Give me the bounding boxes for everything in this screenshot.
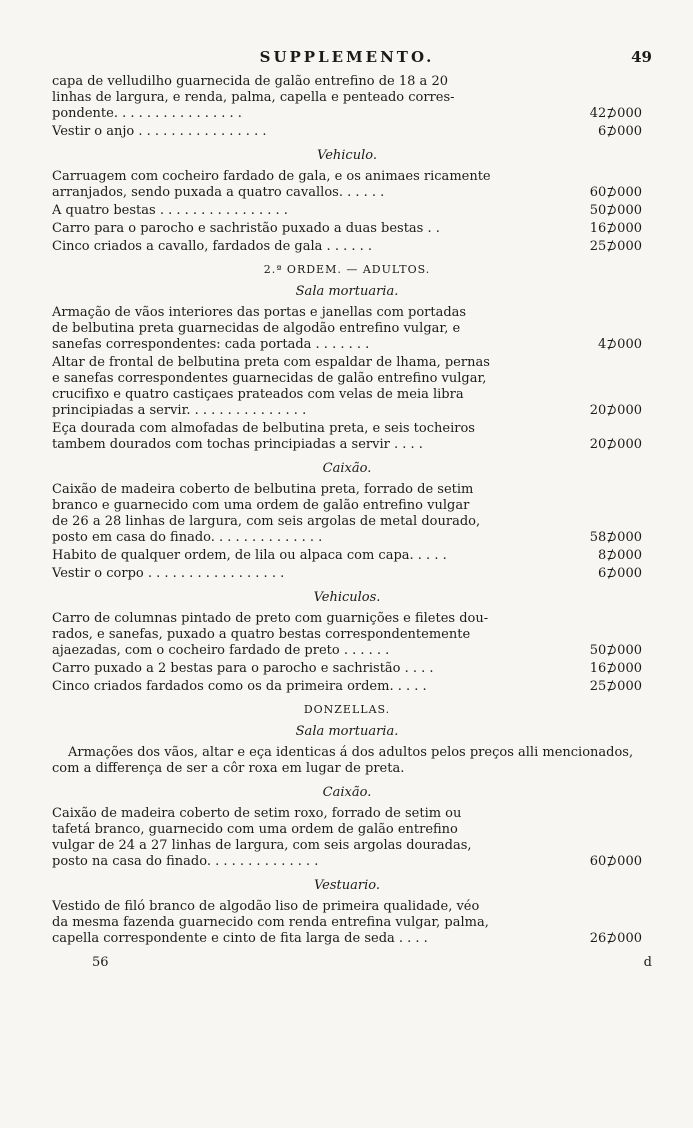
section (52, 785, 642, 870)
item-price: 4⊅000 (598, 337, 642, 352)
item-description (52, 239, 556, 255)
item-line: tambem dourados com tochas principiadas a servir . . . . (52, 437, 423, 452)
item-description (52, 566, 556, 582)
section-subheading: Sala mortuaria. (295, 284, 399, 299)
item-line: Carro de columnas pintado de preto com guarnições e filetes dou- (52, 611, 489, 626)
item-price: 42⊅000 (589, 106, 642, 121)
section-heading: Caixão. (322, 785, 372, 800)
item-description (52, 611, 556, 659)
section (52, 878, 642, 947)
section (52, 590, 642, 695)
item-price: 50⊅000 (589, 203, 642, 218)
section-heading: Vehiculo. (317, 148, 377, 163)
item-line: Habito de qualquer ordem, de lila ou alpaca com capa. . . . . (52, 548, 447, 563)
item-description (52, 806, 556, 870)
price-item (52, 169, 642, 201)
item-line: capella correspondente e cinto de fita larga de seda . . . . (52, 931, 428, 946)
page-number: 49 (631, 48, 652, 66)
item-price: 25⊅000 (589, 239, 642, 254)
item-price: 20⊅000 (589, 437, 642, 452)
section-heading: Caixão. (322, 461, 372, 476)
price-item (52, 124, 642, 140)
price-item (52, 482, 642, 546)
document-page (52, 48, 652, 975)
item-price: 6⊅000 (598, 566, 642, 581)
item-line: Eça dourada com almofadas de belbutina preta, e seis tocheiros (52, 421, 475, 436)
item-description (52, 661, 556, 677)
item-line: Vestido de filó branco de algodão liso de primeira qualidade, véo (52, 899, 480, 914)
item-line: posto em casa do finado. . . . . . . . . . . . . . (52, 530, 323, 545)
item-line: Vestir o corpo . . . . . . . . . . . . . . . . . (52, 566, 285, 581)
item-line: rados, e sanefas, puxado a quatro bestas correspondentemente (52, 627, 471, 642)
item-description (52, 305, 556, 353)
signature-mark: 56 (92, 955, 109, 970)
item-line: Caixão de madeira coberto de belbutina preta, forrado de setim (52, 482, 474, 497)
item-line: Carruagem com cocheiro fardado de gala, e os animaes ricamente (52, 169, 491, 184)
item-line: branco e guarnecido com uma ordem de galão entrefino vulgar (52, 498, 470, 513)
item-price: 6⊅000 (598, 124, 642, 139)
price-item (52, 661, 642, 677)
item-line: principiadas a servir. . . . . . . . . . . . . . . (52, 403, 307, 418)
item-line: posto na casa do finado. . . . . . . . . . . . . . (52, 854, 319, 869)
section-subheading: Sala mortuaria. (295, 724, 399, 739)
section-heading: DONZELLAS. (303, 703, 391, 716)
item-line: ajaezadas, com o cocheiro fardado de preto . . . . . . (52, 643, 390, 658)
item-price: 58⊅000 (589, 530, 642, 545)
price-item (52, 566, 642, 582)
item-line: e sanefas correspondentes guarnecidas de galão entrefino vulgar, (52, 371, 487, 386)
price-item (52, 74, 642, 122)
item-description (52, 482, 556, 546)
price-item (52, 899, 642, 947)
item-price: 8⊅000 (598, 548, 642, 563)
paragraph: Armações dos vãos, altar e eça identicas á dos adultos pelos preços alli mencionados, com a differença de ser a côr roxa em lugar de preta. (52, 745, 634, 776)
item-line: Cinco criados fardados como os da primeira ordem. . . . . (52, 679, 427, 694)
item-line: Caixão de madeira coberto de setim roxo, forrado de setim ou (52, 806, 462, 821)
item-description (52, 203, 556, 219)
item-description (52, 548, 556, 564)
item-price: 26⊅000 (589, 931, 642, 946)
item-price: 50⊅000 (589, 643, 642, 658)
page-header (52, 48, 652, 72)
item-line: Carro puxado a 2 bestas para o parocho e sachristão . . . . (52, 661, 434, 676)
price-item (52, 221, 642, 237)
item-line: tafetá branco, guarnecido com uma ordem de galão entrefino (52, 822, 458, 837)
item-description (52, 169, 556, 201)
page-title: SUPPLEMENTO. (259, 48, 435, 66)
section (52, 148, 642, 255)
item-line: capa de velludilho guarnecida de galão entrefino de 18 a 20 (52, 74, 448, 89)
item-line: Cinco criados a cavallo, fardados de gala . . . . . . (52, 239, 373, 254)
item-line: Armação de vãos interiores das portas e janellas com portadas (52, 305, 467, 320)
price-item (52, 239, 642, 255)
item-price: 16⊅000 (589, 221, 642, 236)
section-heading: Vehiculos. (313, 590, 381, 605)
item-price: 60⊅000 (589, 185, 642, 200)
item-price: 25⊅000 (589, 679, 642, 694)
price-item (52, 611, 642, 659)
item-description (52, 899, 556, 947)
item-line: crucifixo e quatro castiçaes prateados com velas de meia libra (52, 387, 464, 402)
price-item (52, 305, 642, 353)
price-item (52, 355, 642, 419)
item-line: Vestir o anjo . . . . . . . . . . . . . . . . (52, 124, 267, 139)
item-line: de 26 a 28 linhas de largura, com seis argolas de metal dourado, (52, 514, 481, 529)
price-item (52, 548, 642, 564)
item-line: da mesma fazenda guarnecido com renda entrefina vulgar, palma, (52, 915, 489, 930)
section (52, 703, 642, 777)
price-item (52, 203, 642, 219)
price-item (52, 806, 642, 870)
item-line: de belbutina preta guarnecidas de algodão entrefino vulgar, e (52, 321, 461, 336)
item-line: sanefas correspondentes: cada portada . . . . . . . (52, 337, 370, 352)
item-price: 16⊅000 (589, 661, 642, 676)
section-heading: 2.ª ORDEM. — ADULTOS. (263, 263, 431, 276)
item-line: arranjados, sendo puxada a quatro cavallos. . . . . . (52, 185, 385, 200)
item-description (52, 421, 556, 453)
document-content (52, 74, 642, 947)
item-line: linhas de largura, e renda, palma, capella e penteado corres- (52, 90, 455, 105)
item-line: A quatro bestas . . . . . . . . . . . . . . . . (52, 203, 288, 218)
item-line: Altar de frontal de belbutina preta com espaldar de lhama, pernas (52, 355, 490, 370)
item-line: Carro para o parocho e sachristão puxado a duas bestas . . (52, 221, 440, 236)
item-description (52, 124, 556, 140)
page-footer (52, 955, 652, 975)
item-description (52, 221, 556, 237)
section-heading: Vestuario. (313, 878, 380, 893)
section (52, 461, 642, 582)
footer-letter: d (643, 955, 652, 970)
item-price: 20⊅000 (589, 403, 642, 418)
price-item (52, 679, 642, 695)
section (52, 74, 642, 140)
section (52, 263, 642, 453)
item-description (52, 679, 556, 695)
price-item (52, 421, 642, 453)
item-line: vulgar de 24 a 27 linhas de largura, com seis argolas douradas, (52, 838, 472, 853)
item-line: pondente. . . . . . . . . . . . . . . . (52, 106, 242, 121)
item-description (52, 74, 556, 122)
item-description (52, 355, 556, 419)
item-price: 60⊅000 (589, 854, 642, 869)
